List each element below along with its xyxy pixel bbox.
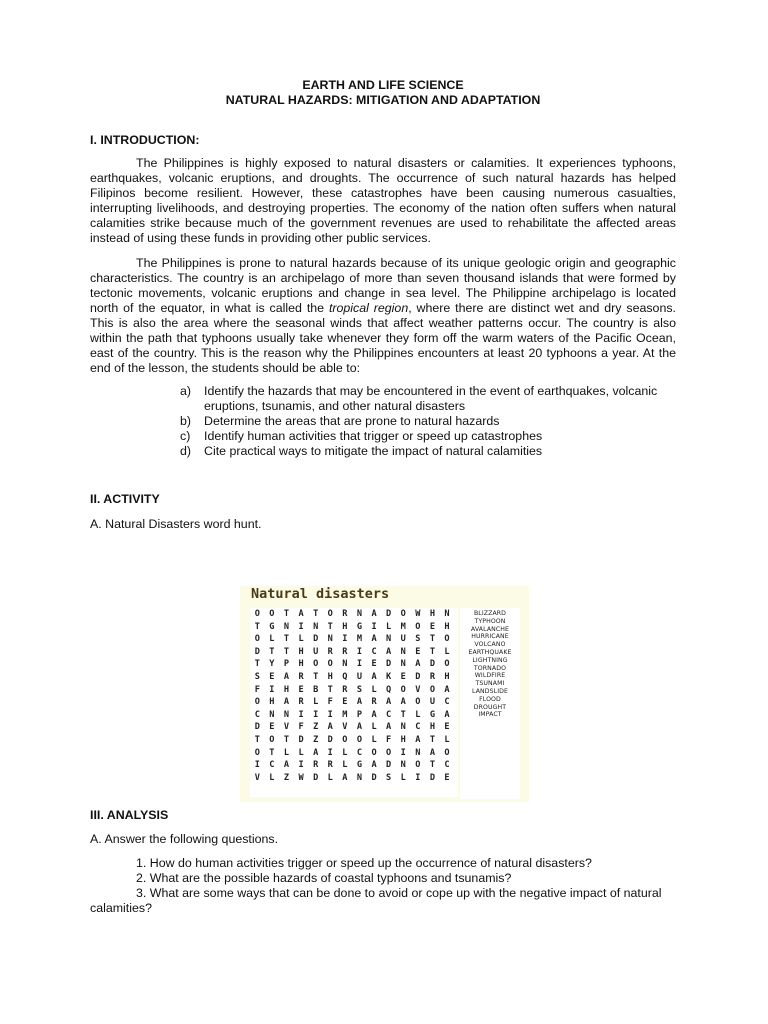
word-search-letter: A xyxy=(400,697,406,708)
word-search-letter: O xyxy=(313,659,319,670)
word-search-letter: T xyxy=(327,621,333,632)
word-search-letter: N xyxy=(400,646,406,657)
word-search-letter: G xyxy=(269,621,275,632)
word-search-letter: E xyxy=(429,621,436,632)
word-search-letter: A xyxy=(444,709,450,720)
word-search-letter: T xyxy=(254,734,260,745)
word-search-letter: A xyxy=(415,734,421,745)
word-search-letter: D xyxy=(386,659,392,670)
word-search-letter: L xyxy=(444,646,450,657)
word-search-letter: W xyxy=(298,772,304,783)
word-search-letter: Q xyxy=(342,671,348,682)
objectives-list xyxy=(180,384,660,459)
word-search-letter: A xyxy=(444,684,450,695)
word-search-letter: K xyxy=(386,671,392,682)
subject-title: EARTH AND LIFE SCIENCE xyxy=(302,78,464,92)
word-search-letter: L xyxy=(342,760,348,771)
word-search-letter: I xyxy=(298,760,304,771)
question-3 xyxy=(90,886,676,916)
word-search-letter: S xyxy=(254,671,260,682)
word-search-row xyxy=(250,621,454,634)
objective-item xyxy=(180,384,660,414)
word-search-letter: M xyxy=(356,634,363,645)
word-search-letter: E xyxy=(400,671,406,682)
word-search-letter: N xyxy=(400,760,406,771)
word-search-letter: O xyxy=(269,609,275,619)
word-search-letter: C xyxy=(356,747,363,758)
word-search-letter: F xyxy=(386,734,392,745)
word-search-row xyxy=(250,721,454,734)
word-search-letter: M xyxy=(342,709,348,720)
word-search-word: WILDFIRE xyxy=(474,672,506,680)
word-search-letter: G xyxy=(429,709,436,720)
word-search-letter: O xyxy=(400,609,406,619)
word-search-letter: F xyxy=(327,697,333,708)
word-search-word: EARTHQUAKE xyxy=(468,648,512,656)
word-search-letter: H xyxy=(283,684,290,695)
word-search-letter: W xyxy=(415,609,421,619)
word-search-letter: O xyxy=(429,684,436,695)
word-search-letter: D xyxy=(254,722,260,733)
word-search-letter: I xyxy=(327,747,333,758)
word-search-letter: D xyxy=(254,646,260,657)
question-text: 2. What are the possible hazards of coastal typhoons and tsunamis? xyxy=(136,871,512,885)
word-search-letter: O xyxy=(254,634,260,645)
word-search-letter: N xyxy=(269,709,275,720)
word-search-letter: C xyxy=(415,722,421,733)
word-search-word: FLOOD xyxy=(479,695,501,703)
word-search-letter: L xyxy=(371,684,377,695)
word-search-word: VOLCANO xyxy=(474,641,506,649)
objective-marker: d) xyxy=(180,444,192,458)
objective-marker: a) xyxy=(180,384,192,398)
word-search-letter: N xyxy=(400,659,406,670)
word-search-letter: E xyxy=(342,697,348,708)
word-search-row xyxy=(250,759,454,772)
word-search-letter: E xyxy=(298,684,304,695)
question-2 xyxy=(90,871,676,886)
word-search-letter: D xyxy=(429,772,436,783)
word-search-letter: D xyxy=(429,659,436,670)
activity-heading: II. ACTIVITY xyxy=(90,492,160,506)
word-search-word: DROUGHT xyxy=(473,703,507,711)
word-search-letter: N xyxy=(327,634,333,645)
word-search-letter: A xyxy=(371,671,377,682)
word-search-letter: I xyxy=(269,684,275,695)
word-search-letter: L xyxy=(298,747,304,758)
word-search-letter: D xyxy=(313,634,319,645)
word-search-row xyxy=(250,772,454,785)
word-search-letter: D xyxy=(371,772,377,783)
word-search-letter: T xyxy=(429,634,436,645)
word-search-letter: I xyxy=(356,659,363,670)
word-search-letter: Y xyxy=(269,659,275,670)
word-search-letter: D xyxy=(298,734,304,745)
word-search-title: Natural disasters xyxy=(251,586,390,602)
word-search-letter: L xyxy=(444,734,450,745)
word-search-letter: A xyxy=(283,671,290,682)
word-search-letter: P xyxy=(356,709,363,720)
word-search-word: TORNADO xyxy=(473,664,507,672)
word-search-letter: E xyxy=(444,722,450,733)
word-search-letter: N xyxy=(444,609,450,619)
word-search-letter: O xyxy=(415,621,421,632)
word-search-letter: O xyxy=(444,659,450,670)
word-search-letter: P xyxy=(283,659,290,670)
word-search-letter: F xyxy=(254,684,260,695)
word-search-letter: T xyxy=(269,646,275,657)
word-search-row xyxy=(250,633,454,646)
word-search-letter: T xyxy=(269,747,275,758)
word-search-letter: L xyxy=(342,747,348,758)
word-search-letter: H xyxy=(444,621,450,632)
word-search-letter: V xyxy=(254,772,260,783)
word-search-letter: O xyxy=(254,697,260,708)
word-search-row xyxy=(250,684,454,697)
word-search-letter: R xyxy=(342,646,348,657)
word-search-letter: N xyxy=(283,709,290,720)
word-search-word: TSUNAMI xyxy=(475,680,505,688)
word-search-letter: N xyxy=(415,747,421,758)
word-search-letter: L xyxy=(283,747,290,758)
word-search-letter: L xyxy=(269,634,275,645)
word-search-letter: O xyxy=(371,747,377,758)
introduction-heading: I. INTRODUCTION: xyxy=(90,133,200,147)
word-search-letter: T xyxy=(254,621,260,632)
word-search-letter: R xyxy=(429,671,436,682)
word-search-letter: D xyxy=(386,760,392,771)
question-1 xyxy=(90,856,676,871)
word-search-letter: S xyxy=(356,684,363,695)
word-search-letter: A xyxy=(371,709,377,720)
word-search-letter: R xyxy=(342,684,348,695)
word-search-letter: U xyxy=(429,697,436,708)
word-search-letter: V xyxy=(415,684,421,695)
objective-text: Identify human activities that trigger or speed up catastrophes xyxy=(204,429,543,443)
word-search-letter: R xyxy=(298,671,304,682)
word-search-letter: M xyxy=(400,621,406,632)
word-search-row xyxy=(250,646,454,659)
word-search-letter: N xyxy=(342,659,348,670)
word-search-word: TYPHOON xyxy=(474,617,506,625)
word-search-letter: U xyxy=(356,671,363,682)
word-search-letter: L xyxy=(298,634,304,645)
word-search-letter: I xyxy=(371,621,377,632)
word-search-letter: G xyxy=(356,621,363,632)
word-search-letter: L xyxy=(327,772,333,783)
analysis-heading: III. ANALYSIS xyxy=(90,808,169,822)
word-search-letter: T xyxy=(283,634,290,645)
word-search-letter: L xyxy=(415,709,421,720)
word-search-letter: U xyxy=(400,634,406,645)
word-search-letter: I xyxy=(400,747,406,758)
word-search-letter: O xyxy=(254,609,260,619)
word-search-word: IMPACT xyxy=(478,711,502,719)
paragraph-2-italic: tropical region xyxy=(328,301,409,315)
word-search-row xyxy=(250,709,454,722)
word-search-letter: C xyxy=(269,760,275,771)
word-search-letter: C xyxy=(371,646,377,657)
word-search-letter: V xyxy=(283,722,290,733)
word-search-word: LIGHTNING xyxy=(472,656,508,664)
objective-item xyxy=(180,429,660,444)
word-search-letter: Z xyxy=(313,734,319,745)
word-search-letter: T xyxy=(283,646,290,657)
word-search-letter: T xyxy=(429,646,436,657)
word-search-row xyxy=(250,658,454,671)
word-search-letter: E xyxy=(269,671,275,682)
word-search-letter: I xyxy=(327,709,333,720)
word-search-letter: I xyxy=(342,634,348,645)
word-search-letter: T xyxy=(313,671,319,682)
word-search-letter: A xyxy=(415,659,421,670)
word-search-letter: I xyxy=(356,646,363,657)
question-text: 1. How do human activities trigger or speed up the occurrence of natural disasters? xyxy=(136,856,592,870)
word-search-letter: N xyxy=(356,772,363,783)
word-search-letter: Z xyxy=(313,722,319,733)
objective-text: Determine the areas that are prone to natural hazards xyxy=(204,414,500,428)
word-search-letter: H xyxy=(269,697,275,708)
word-search-letter: A xyxy=(371,634,377,645)
word-search-letter: F xyxy=(298,722,304,733)
word-search-letter: E xyxy=(444,772,450,783)
introduction-paragraph-2 xyxy=(90,256,676,376)
word-search-letter: D xyxy=(327,734,333,745)
word-search-row xyxy=(250,696,454,709)
objective-marker: c) xyxy=(180,429,191,443)
word-search-letter: R xyxy=(342,609,348,619)
word-search-letter: N xyxy=(283,621,290,632)
word-search-letter: R xyxy=(327,760,333,771)
word-search-row xyxy=(250,734,454,747)
word-search-letter: T xyxy=(429,734,436,745)
word-search-letter: A xyxy=(386,697,392,708)
word-search-letter: D xyxy=(313,772,319,783)
word-search-letter: L xyxy=(371,722,377,733)
word-search-letter: E xyxy=(371,659,377,670)
word-search-letter: B xyxy=(313,684,319,695)
word-search-letter: V xyxy=(342,722,348,733)
word-search-letter: O xyxy=(415,697,421,708)
word-search-letter: O xyxy=(269,734,275,745)
word-search-letter: L xyxy=(400,772,406,783)
word-search-word: HURRICANE xyxy=(471,633,509,641)
paragraph-2-text-b: , where there are distinct wet and dry seasons. This is also the area where the seasonal winds that affect weather patterns occur. The country is also within the path that typhoons usually take whenever they form off the warm waters of the Pacific Ocean, east of the country. This is the reason why the Philippines encounters at least 20 typhoons a year. At the end of the lesson, the students should be able to: xyxy=(90,301,676,375)
word-search-row xyxy=(250,608,454,621)
word-search-letter: T xyxy=(283,734,290,745)
word-search-letter: A xyxy=(386,722,392,733)
word-search-letter: Z xyxy=(283,772,290,783)
word-search-letter: H xyxy=(429,609,436,619)
word-search-letter: S xyxy=(415,634,421,645)
word-search-letter: H xyxy=(298,659,304,670)
word-search-letter: L xyxy=(386,621,392,632)
word-search-letter: H xyxy=(429,722,436,733)
word-search-letter: A xyxy=(298,609,304,619)
word-search-letter: H xyxy=(400,734,406,745)
word-search-row xyxy=(250,747,454,760)
lesson-title: NATURAL HAZARDS: MITIGATION AND ADAPTATION xyxy=(225,93,541,107)
word-search-letter: H xyxy=(342,621,348,632)
word-search-letter: O xyxy=(356,734,363,745)
word-search-word-list xyxy=(460,608,520,799)
word-search-word: LANDSLIDE xyxy=(472,687,508,695)
word-search-letter: O xyxy=(444,747,450,758)
word-search-letter: N xyxy=(313,621,319,632)
word-search-letter: A xyxy=(371,609,377,619)
paragraph-2-text-a: The Philippines is prone to natural hazards because of its unique geologic origin and geographic characteristics. The country is an archipelago of more than seven thousand islands that were formed by tectonic movements, volcanic eruptions and change in sea level. The Philippine archipelago is located north of the equator, in what is called the xyxy=(90,256,676,315)
word-search-letter: N xyxy=(386,634,392,645)
word-search-letter: O xyxy=(444,634,450,645)
introduction-paragraph-1: The Philippines is highly exposed to natural disasters or calamities. It experiences typhoons, earthquakes, volcanic eruptions, and droughts. The occurrence of such natural hazards has helped Filipinos become resilient. However, these catastrophes have been causing numerous casualties, interrupting livelihoods, and destroying properties. The economy of the nation often suffers when natural calamities strike because much of the government revenues are used to rehabilitate the affected areas instead of using these funds in providing other public services. xyxy=(90,156,676,245)
word-search-letter: O xyxy=(386,747,392,758)
objective-text: Cite practical ways to mitigate the impact of natural calamities xyxy=(204,444,543,458)
word-search-letter: I xyxy=(415,772,421,783)
objective-item xyxy=(180,414,660,429)
word-search-letter: Q xyxy=(386,684,392,695)
word-search-letter: D xyxy=(386,609,392,619)
analysis-instruction: A. Answer the following questions. xyxy=(90,832,279,846)
word-search-letter: A xyxy=(283,697,290,708)
word-search-puzzle xyxy=(240,586,529,802)
word-search-letter: I xyxy=(313,709,319,720)
word-search-letter: R xyxy=(298,697,304,708)
word-search-letter: H xyxy=(444,671,450,682)
word-search-letter: C xyxy=(444,760,450,771)
word-search-letter: N xyxy=(356,609,363,619)
word-search-letter: H xyxy=(327,671,333,682)
word-search-letter: D xyxy=(415,671,421,682)
word-search-letter: A xyxy=(342,772,348,783)
word-search-letter: L xyxy=(371,734,377,745)
word-search-letter: G xyxy=(356,760,363,771)
word-search-letter: I xyxy=(254,760,260,771)
objective-item xyxy=(180,444,660,459)
word-search-letter: A xyxy=(356,722,363,733)
word-search-letter: R xyxy=(327,646,333,657)
word-search-letter: O xyxy=(327,609,333,619)
word-search-letter: A xyxy=(429,747,436,758)
word-search-letter: A xyxy=(356,697,363,708)
word-search-letter: T xyxy=(400,709,406,720)
word-search-letter: L xyxy=(269,772,275,783)
word-search-letter: O xyxy=(342,734,348,745)
word-search-letter: N xyxy=(400,722,406,733)
word-search-letter: S xyxy=(386,772,392,783)
word-search-letter: O xyxy=(254,747,260,758)
word-search-letter: A xyxy=(371,760,377,771)
word-search-letter: R xyxy=(371,697,377,708)
word-search-letter: T xyxy=(429,760,436,771)
word-search-letter: C xyxy=(444,697,450,708)
word-search-letter: C xyxy=(254,709,260,720)
word-search-row xyxy=(250,671,454,684)
word-search-letter: T xyxy=(327,684,333,695)
word-search-letter: H xyxy=(298,646,304,657)
word-search-letter: I xyxy=(298,621,304,632)
word-search-letter: C xyxy=(386,709,392,720)
word-search-letter: R xyxy=(313,760,319,771)
word-search-grid xyxy=(250,608,454,784)
word-search-grid-panel xyxy=(250,608,458,797)
word-search-letter: E xyxy=(415,646,421,657)
question-text: 3. What are some ways that can be done to avoid or cope up with the negative impact of natural calamities? xyxy=(90,886,662,915)
word-search-letter: E xyxy=(269,722,275,733)
word-search-letter: A xyxy=(283,760,290,771)
word-search-letter: A xyxy=(313,747,319,758)
word-search-letter: O xyxy=(327,659,333,670)
word-search-letter: T xyxy=(283,609,290,619)
word-search-letter: L xyxy=(313,697,319,708)
objective-marker: b) xyxy=(180,414,192,428)
word-search-letter: T xyxy=(254,659,260,670)
word-search-letter: O xyxy=(415,760,421,771)
activity-instruction: A. Natural Disasters word hunt. xyxy=(90,517,262,531)
objective-text: Identify the hazards that may be encountered in the event of earthquakes, volcanic eruptions, tsunamis, and other natural disasters xyxy=(204,384,658,413)
word-search-word: BLIZZARD xyxy=(473,610,507,617)
word-search-letter: I xyxy=(298,709,304,720)
word-search-word: AVALANCHE xyxy=(470,625,510,633)
word-search-letter: U xyxy=(313,646,319,657)
word-search-letter: O xyxy=(400,684,406,695)
word-search-letter: A xyxy=(386,646,392,657)
word-search-letter: T xyxy=(313,609,319,619)
word-search-letter: A xyxy=(327,722,333,733)
